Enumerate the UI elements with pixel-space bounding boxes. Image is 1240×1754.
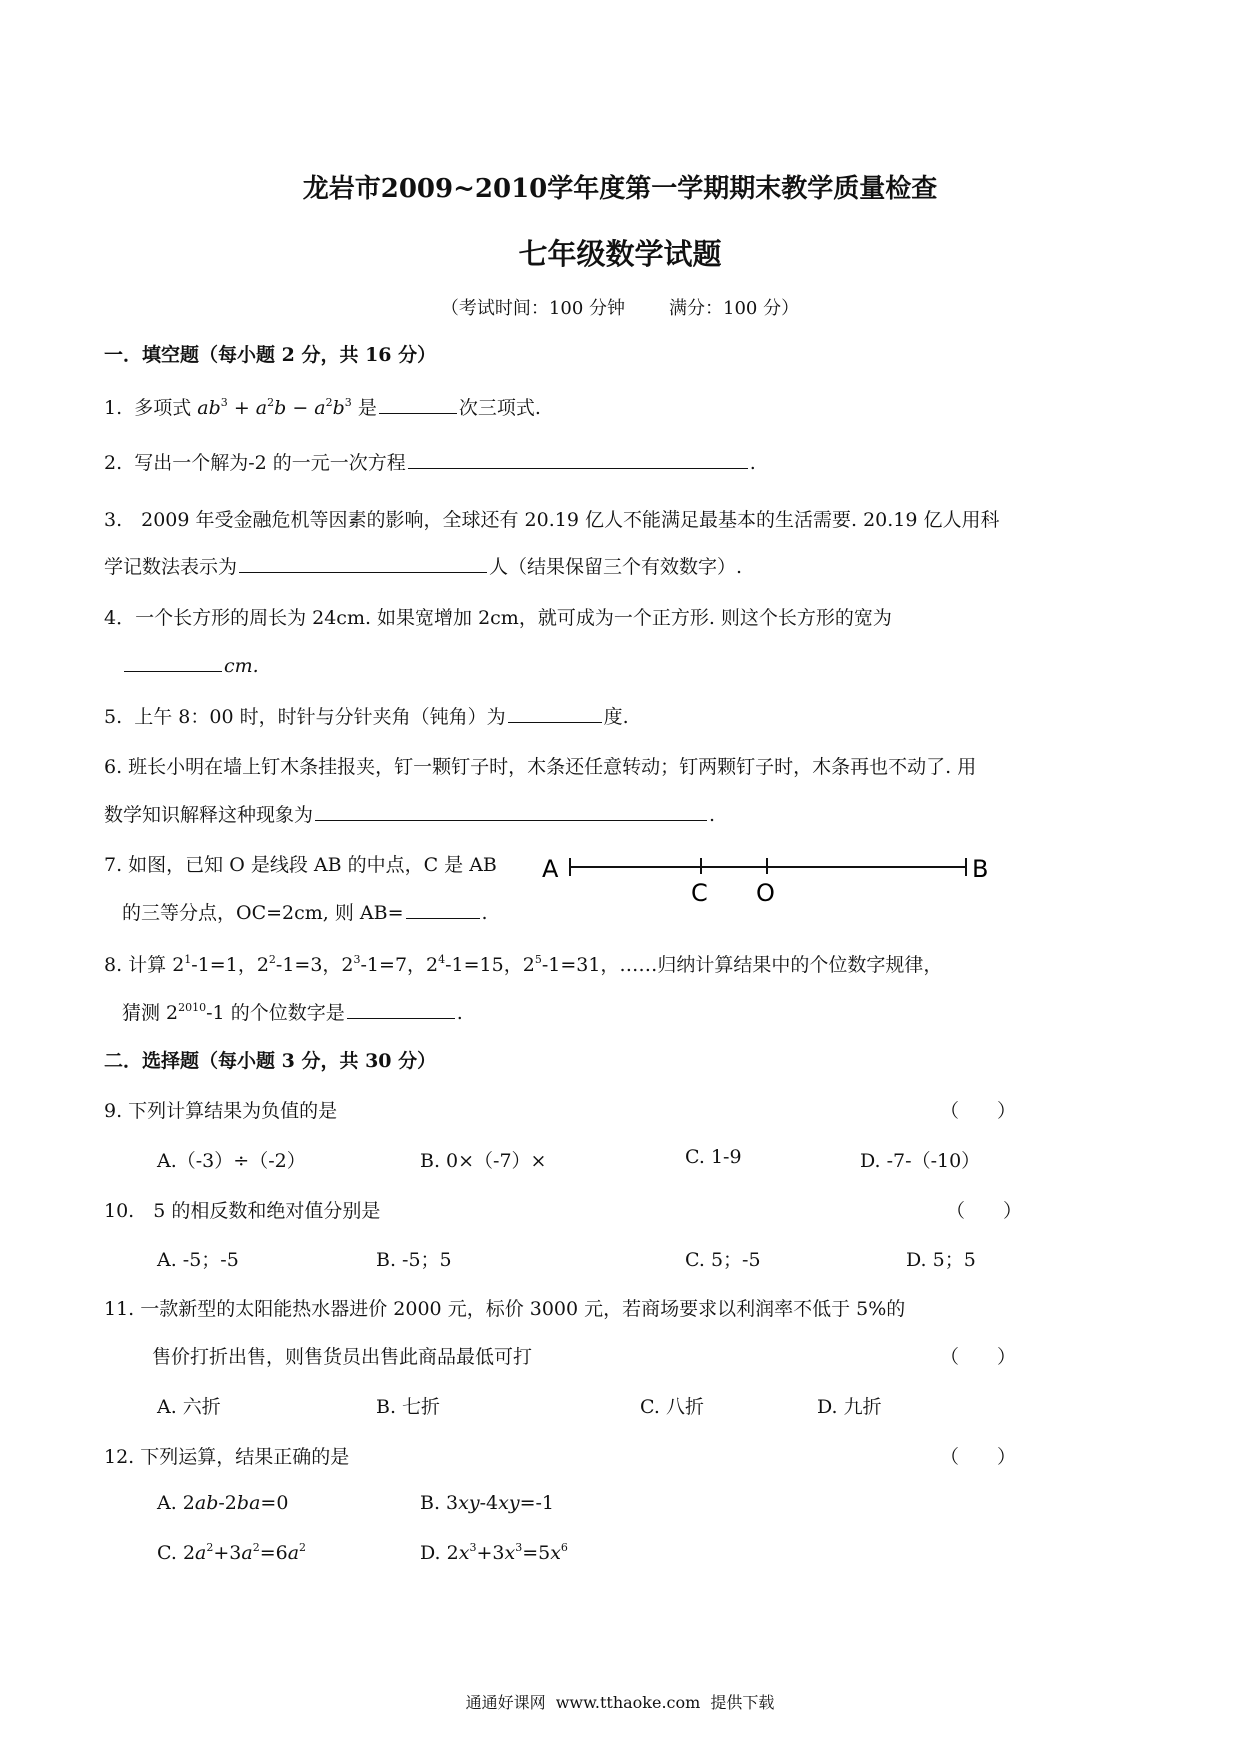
q8-line2-pre: 猜测 2	[122, 1002, 179, 1024]
footer-url[interactable]: www.tthaoke.com	[555, 1693, 701, 1712]
q5-num: 5.	[104, 706, 123, 728]
question-12-stem: 12. 下列运算，结果正确的是	[104, 1446, 350, 1468]
question-4-line-2	[122, 653, 259, 677]
q1-blank[interactable]	[379, 395, 457, 414]
q6-post: .	[709, 804, 716, 826]
question-7-line-1: 7. 如图，已知 O 是线段 AB 的中点，C 是 AB	[104, 854, 497, 876]
q4-unit: cm.	[224, 655, 259, 677]
q9-option-c: C. 1-9	[685, 1146, 742, 1168]
q8-line1-pre: 8. 计算 2	[104, 954, 185, 976]
page-subtitle: 七年级数学试题	[518, 237, 722, 271]
q5-tail: 度.	[603, 706, 629, 728]
q8-line2-post: .	[456, 1002, 463, 1024]
question-9-stem: 9. 下列计算结果为负值的是	[104, 1100, 338, 1122]
q12-option-b: B. 3xy-4xy=-1	[420, 1492, 554, 1514]
q11-option-d: D. 九折	[817, 1396, 882, 1418]
q9-option-d: D. -7-（-10）	[860, 1150, 981, 1172]
question-11-line-2: 售价打折出售，则售货员出售此商品最低可打	[152, 1346, 533, 1368]
question-8-line-2: 猜测 $2^{2010}-1$ 的个位数字是 .	[122, 1001, 463, 1024]
question-1	[104, 393, 541, 420]
question-2	[104, 448, 756, 475]
question-4-line-1: 4．一个长方形的周长为 24cm. 如果宽增加 2cm，就可成为一个正方形. 则这个长方形的宽为	[104, 607, 892, 629]
q2-text: 写出一个解为-2 的一元一次方程	[134, 452, 406, 474]
question-7-line-2	[122, 898, 488, 925]
label-a: A	[542, 855, 559, 883]
q12-option-a: A. 2ab-2ba=0	[157, 1492, 289, 1514]
q9-option-b: B. 0×（-7）×	[420, 1150, 547, 1172]
label-c: C	[691, 879, 708, 907]
label-o: O	[756, 879, 775, 907]
question-8-line-1: 8. 计算 $2^1-1=1$，$2^2-1=3$，$2^3-1=7$，$2^4-1=15$，$2^5-1=31$，……归纳计算结果中的个位数字规律，	[104, 953, 943, 976]
q2-tail: .	[749, 452, 756, 474]
q10-option-d: D. 5；5	[906, 1249, 976, 1271]
footer-site-name: 通通好课网	[465, 1693, 546, 1712]
q8-blank[interactable]	[347, 1000, 455, 1019]
q3-blank[interactable]	[239, 554, 487, 573]
exam-info	[0, 294, 1240, 320]
footer	[0, 1690, 1240, 1713]
q1-formula: $ab^3 + a^2b - a^2b^3$	[197, 396, 352, 419]
q11-option-b: B. 七折	[376, 1396, 441, 1418]
question-5	[104, 702, 629, 729]
q9-option-a: A.（-3）÷（-2）	[157, 1150, 306, 1172]
question-11-line-1: 11. 一款新型的太阳能热水器进价 2000 元，标价 3000 元，若商场要求以利润率不低于 5%的	[104, 1298, 906, 1320]
q7-pre: 的三等分点，OC=2cm, 则 AB=	[122, 902, 404, 924]
q10-option-b: B. -5；5	[376, 1249, 452, 1271]
q7-blank[interactable]	[406, 900, 480, 919]
page-title: 龙岩市2009~2010学年度第一学期期末教学质量检查	[302, 174, 938, 204]
question-3-line-2	[104, 552, 742, 579]
exam-time: （考试时间：100 分钟	[440, 298, 625, 319]
question-3-line-1: 3. 2009 年受金融危机等因素的影响，全球还有 20.19 亿人不能满足最基本的生活需要. 20.19 亿人用科	[104, 509, 1000, 531]
q1-pre: 多项式	[134, 397, 192, 419]
label-b: B	[972, 855, 989, 883]
q6-blank[interactable]	[315, 802, 707, 821]
segment-diagram	[540, 848, 1000, 908]
q1-tail: 次三项式.	[458, 397, 541, 419]
q5-blank[interactable]	[508, 704, 602, 723]
question-6-line-1: 6. 班长小明在墙上钉木条挂报夹，钉一颗钉子时，木条还任意转动；钉两颗钉子时，木条再也不动了. 用	[104, 756, 977, 778]
q8-line2-mid: -1 的个位数字是	[206, 1002, 345, 1024]
q10-option-a: A. -5；-5	[157, 1249, 239, 1271]
question-10-stem: 10. 5 的相反数和绝对值分别是	[104, 1200, 381, 1222]
section-1-heading: 一．填空题（每小题 2 分，共 16 分）	[104, 344, 437, 366]
q5-text: 上午 8：00 时，时针与分针夹角（钝角）为	[134, 706, 506, 728]
q2-num: 2.	[104, 452, 123, 474]
q3-pre: 学记数法表示为	[104, 556, 238, 578]
q4-blank[interactable]	[124, 653, 222, 672]
q11-option-a: A. 六折	[157, 1396, 221, 1418]
q1-post: 是	[357, 397, 377, 419]
q11-option-c: C. 八折	[640, 1396, 704, 1418]
question-6-line-2	[104, 800, 715, 827]
q12-option-d: D. $2x^3+3x^3=5x^6$	[420, 1541, 568, 1564]
section-2-heading: 二．选择题（每小题 3 分，共 30 分）	[104, 1050, 437, 1072]
footer-suffix: 提供下载	[710, 1693, 775, 1712]
q7-post: .	[481, 902, 488, 924]
q10-answer-paren[interactable]: （ ）	[946, 1200, 1023, 1222]
q3-post: 人（结果保留三个有效数字）.	[489, 556, 743, 578]
q6-pre: 数学知识解释这种现象为	[104, 804, 314, 826]
q12-option-c: C. $2a^2+3a^2=6a^2$	[157, 1541, 307, 1564]
full-score: 满分：100 分）	[669, 298, 800, 319]
q12-answer-paren[interactable]: （ ）	[940, 1446, 1017, 1468]
q11-answer-paren[interactable]: （ ）	[940, 1346, 1017, 1368]
q9-answer-paren[interactable]: （ ）	[940, 1100, 1017, 1122]
q1-num: 1.	[104, 397, 123, 419]
q10-option-c: C. 5；-5	[685, 1249, 761, 1271]
q2-blank[interactable]	[408, 450, 748, 469]
